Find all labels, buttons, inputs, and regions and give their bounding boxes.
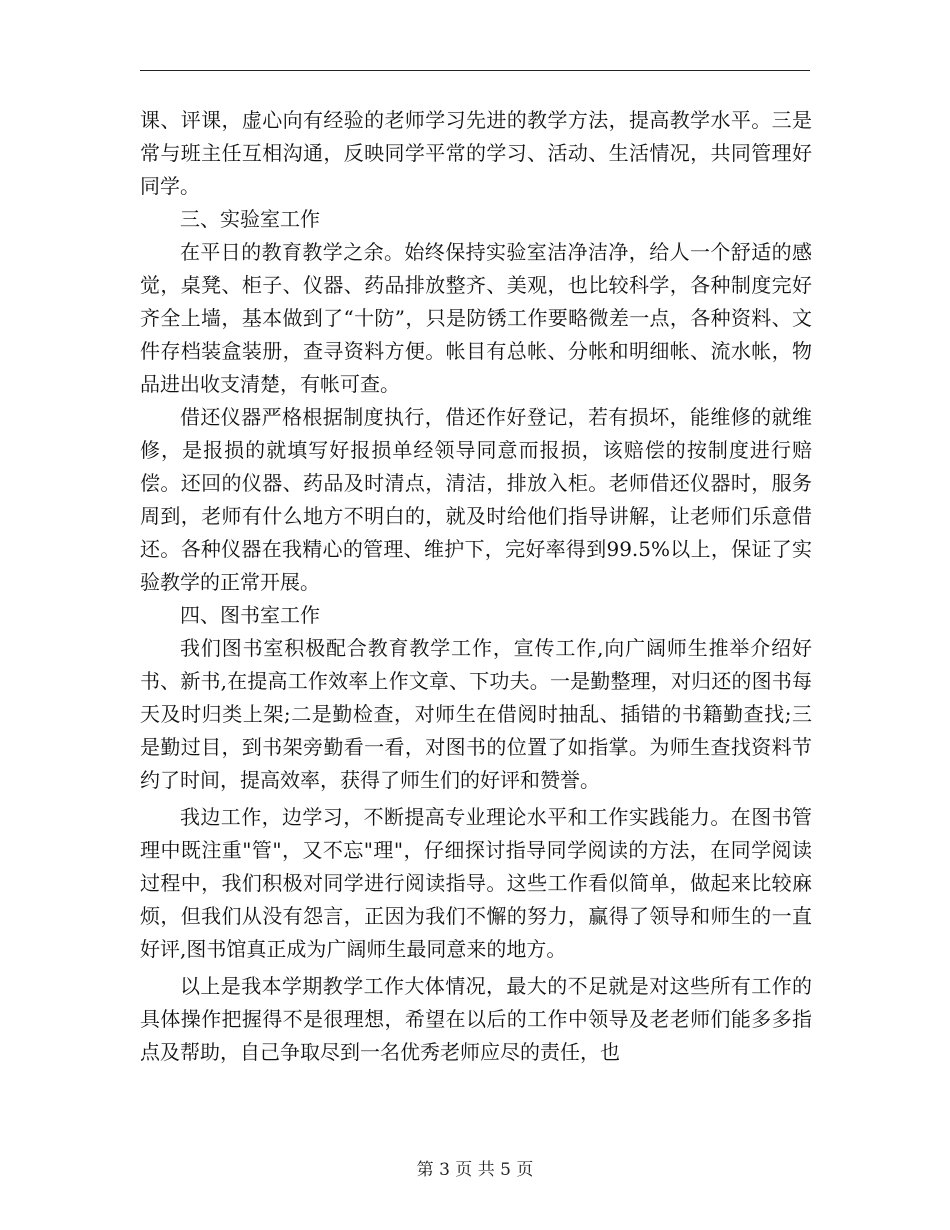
- header-rule: [140, 70, 810, 71]
- section-heading-library: 四、图书室工作: [180, 603, 320, 627]
- paragraph-lab-maintenance: 在平日的教育教学之余。始终保持实验室洁净洁净，给人一个舒适的感觉，桌凳、柜子、仪器、药品排放整齐、美观，也比较科学，各种制度完好齐全上墙，基本做到了“十防”，只是防锈工作要略微差一点，各种资料、文件存档装盒装册，查寻资料方便。帐目有总帐、分帐和明细帐、流水帐，物品进出收支清楚，有帐可查。: [140, 240, 812, 396]
- document-body: [140, 104, 812, 1069]
- paragraph-summary: 以上是我本学期教学工作大体情况，最大的不足就是对这些所有工作的具体操作把握得不是很理想，希望在以后的工作中领导及老老师们能多多指点及帮助，自己争取尽到一名优秀老师应尽的责任，也: [140, 974, 812, 1064]
- paragraph-library-work: 我们图书室积极配合教育教学工作，宣传工作,向广阔师生推举介绍好书、新书,在提高工作效率上作文章、下功夫。一是勤整理，对归还的图书每天及时归类上架;二是勤检查，对师生在借阅时抽乱、插错的书籍勤查找;三是勤过目，到书架旁勤看一看，对图书的位置了如指掌。为师生查找资料节约了时间，提高效率，获得了师生们的好评和赞誉。: [140, 636, 812, 792]
- paragraph-library-study: 我边工作，边学习，不断提高专业理论水平和工作实践能力。在图书管理中既注重"管"，又不忘"理"，仔细探讨指导同学阅读的方法，在同学阅读过程中，我们积极对同学进行阅读指导。这些工作看似简单，做起来比较麻烦，但我们从没有怨言，正因为我们不懈的努力，赢得了领导和师生的一直好评,图书馆真正成为广阔师生最同意来的地方。: [140, 805, 812, 961]
- paragraph-continuation: 课、评课，虚心向有经验的老师学习先进的教学方法，提高教学水平。三是常与班主任互相沟通，反映同学平常的学习、活动、生活情况，共同管理好同学。: [140, 108, 812, 198]
- paragraph-lab-lending: 借还仪器严格根据制度执行，借还作好登记，若有损坏，能维修的就维修，是报损的就填写好报损单经领导同意而报损，该赔偿的按制度进行赔偿。还回的仪器、药品及时清点，清洁，排放入柜。老师借还仪器时，服务周到，老师有什么地方不明白的，就及时给他们指导讲解，让老师们乐意借还。各种仪器在我精心的管理、维护下，完好率得到99.5%以上，保证了实验教学的正常开展。: [140, 405, 812, 594]
- page-number: 第 3 页 共 5 页: [416, 1160, 534, 1180]
- section-heading-lab: 三、实验室工作: [180, 207, 320, 231]
